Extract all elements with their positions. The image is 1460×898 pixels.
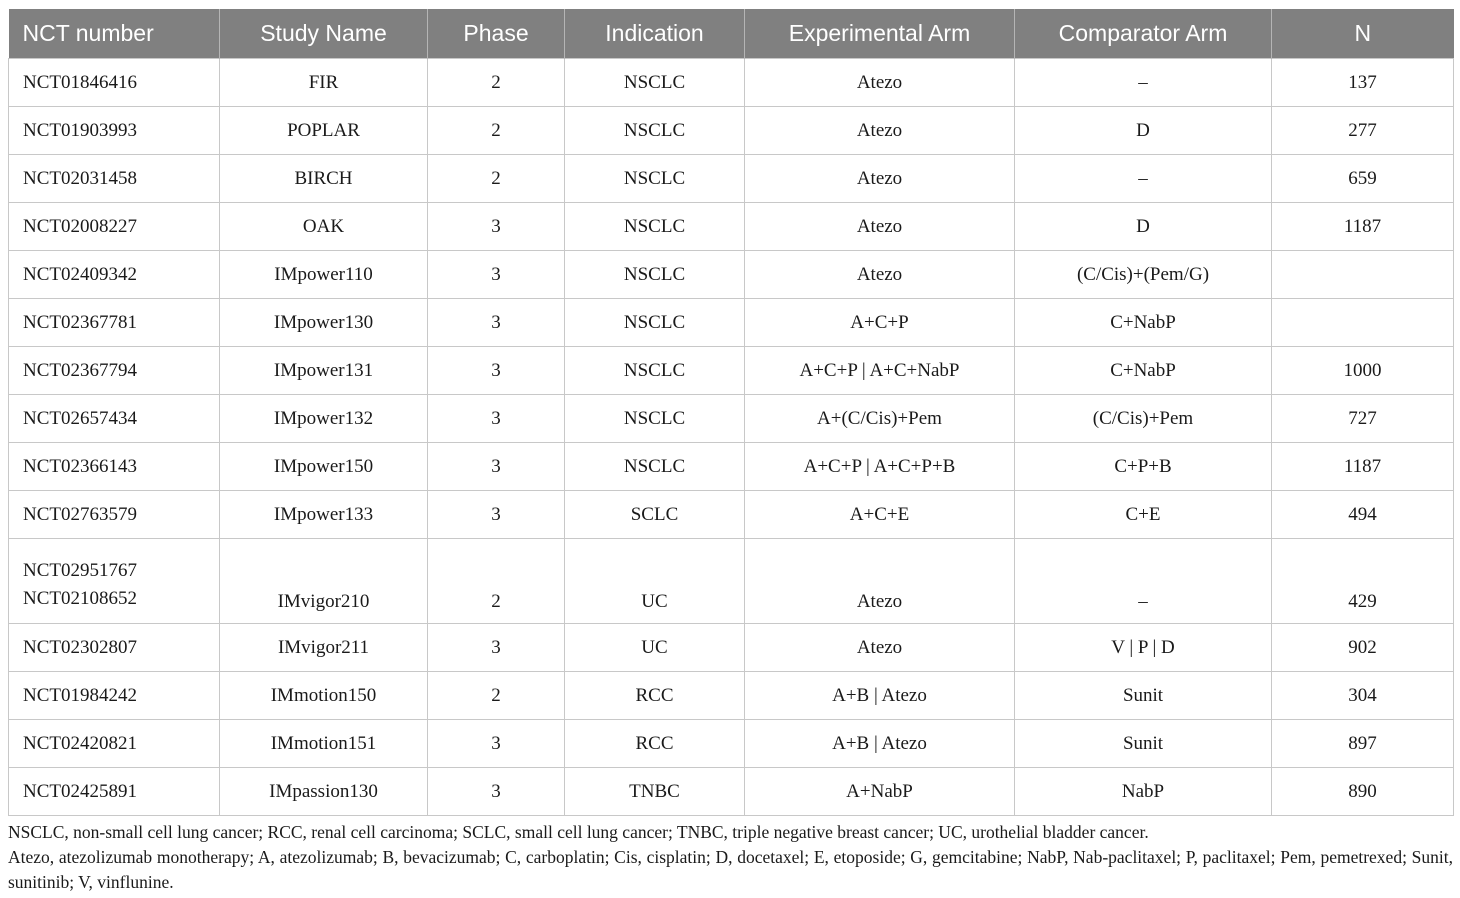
header-nct-number: NCT number (9, 9, 220, 59)
table-row (9, 107, 1454, 155)
table-row (9, 155, 1454, 203)
header-n: N (1272, 9, 1454, 59)
cell-comparator-arm: C+NabP (1015, 299, 1272, 347)
table-row (9, 203, 1454, 251)
cell-study-name: IMpower133 (220, 491, 428, 539)
cell-nct-number: NCT02425891 (9, 768, 220, 816)
footnote-indication-abbreviations: NSCLC, non-small cell lung cancer; RCC, renal cell carcinoma; SCLC, small cell lung cancer; TNBC, triple negative breast cancer; UC, urothelial bladder cancer. (8, 822, 1149, 842)
table-header-row (9, 9, 1454, 59)
cell-indication: UC (565, 624, 745, 672)
cell-phase: 3 (428, 624, 565, 672)
cell-n: 277 (1272, 107, 1454, 155)
cell-study-name: IMvigor211 (220, 624, 428, 672)
cell-study-name: FIR (220, 59, 428, 107)
cell-comparator-arm: D (1015, 203, 1272, 251)
table-row (9, 491, 1454, 539)
cell-nct-number: NCT02008227 (9, 203, 220, 251)
cell-phase: 3 (428, 251, 565, 299)
cell-phase: 3 (428, 443, 565, 491)
header-indication: Indication (565, 9, 745, 59)
cell-indication: NSCLC (565, 251, 745, 299)
cell-experimental-arm: Atezo (745, 59, 1015, 107)
cell-phase: 2 (428, 539, 565, 624)
cell-comparator-arm: – (1015, 59, 1272, 107)
cell-study-name: IMpower132 (220, 395, 428, 443)
cell-experimental-arm: Atezo (745, 539, 1015, 624)
cell-n: 897 (1272, 720, 1454, 768)
cell-n: 137 (1272, 59, 1454, 107)
cell-indication: RCC (565, 672, 745, 720)
cell-indication: NSCLC (565, 347, 745, 395)
cell-n (1272, 299, 1454, 347)
cell-phase: 2 (428, 59, 565, 107)
cell-experimental-arm: A+B | Atezo (745, 720, 1015, 768)
cell-n: 902 (1272, 624, 1454, 672)
table-row (9, 395, 1454, 443)
cell-phase: 2 (428, 155, 565, 203)
header-phase: Phase (428, 9, 565, 59)
cell-nct-number (9, 539, 220, 624)
cell-experimental-arm: A+(C/Cis)+Pem (745, 395, 1015, 443)
cell-n: 1187 (1272, 203, 1454, 251)
cell-indication: NSCLC (565, 155, 745, 203)
cell-nct-number-line: NCT02108652 (23, 588, 137, 609)
table-row (9, 299, 1454, 347)
table-row (9, 347, 1454, 395)
cell-n: 494 (1272, 491, 1454, 539)
table-row (9, 443, 1454, 491)
cell-n: 1000 (1272, 347, 1454, 395)
cell-comparator-arm: – (1015, 539, 1272, 624)
cell-experimental-arm: A+C+E (745, 491, 1015, 539)
header-experimental-arm: Experimental Arm (745, 9, 1015, 59)
table-row (9, 624, 1454, 672)
table-row (9, 251, 1454, 299)
table-footnotes (8, 820, 1453, 895)
cell-phase: 3 (428, 768, 565, 816)
cell-indication: SCLC (565, 491, 745, 539)
cell-indication: NSCLC (565, 203, 745, 251)
cell-indication: TNBC (565, 768, 745, 816)
cell-n: 659 (1272, 155, 1454, 203)
cell-indication: NSCLC (565, 395, 745, 443)
cell-study-name: IMpower131 (220, 347, 428, 395)
cell-n: 304 (1272, 672, 1454, 720)
table-row (9, 720, 1454, 768)
cell-phase: 2 (428, 672, 565, 720)
cell-experimental-arm: Atezo (745, 107, 1015, 155)
cell-n (1272, 251, 1454, 299)
cell-nct-number: NCT02657434 (9, 395, 220, 443)
cell-n: 727 (1272, 395, 1454, 443)
cell-phase: 2 (428, 107, 565, 155)
cell-nct-number: NCT02367794 (9, 347, 220, 395)
cell-indication: NSCLC (565, 299, 745, 347)
cell-experimental-arm: Atezo (745, 203, 1015, 251)
cell-experimental-arm: A+C+P (745, 299, 1015, 347)
cell-nct-number: NCT02420821 (9, 720, 220, 768)
cell-experimental-arm: A+C+P | A+C+P+B (745, 443, 1015, 491)
cell-comparator-arm: Sunit (1015, 672, 1272, 720)
cell-experimental-arm: Atezo (745, 155, 1015, 203)
cell-study-name: IMpassion130 (220, 768, 428, 816)
cell-phase: 3 (428, 299, 565, 347)
cell-phase: 3 (428, 720, 565, 768)
table-row (9, 672, 1454, 720)
cell-nct-number: NCT02763579 (9, 491, 220, 539)
cell-indication: RCC (565, 720, 745, 768)
cell-nct-number: NCT02366143 (9, 443, 220, 491)
table-row (9, 768, 1454, 816)
cell-nct-number: NCT01846416 (9, 59, 220, 107)
cell-nct-number-line: NCT02951767 (23, 560, 137, 581)
cell-study-name: IMpower110 (220, 251, 428, 299)
cell-study-name: IMvigor210 (220, 539, 428, 624)
cell-n: 429 (1272, 539, 1454, 624)
cell-comparator-arm: – (1015, 155, 1272, 203)
cell-phase: 3 (428, 491, 565, 539)
cell-phase: 3 (428, 203, 565, 251)
cell-study-name: POPLAR (220, 107, 428, 155)
cell-experimental-arm: A+C+P | A+C+NabP (745, 347, 1015, 395)
cell-study-name: OAK (220, 203, 428, 251)
cell-experimental-arm: Atezo (745, 624, 1015, 672)
cell-study-name: IMpower150 (220, 443, 428, 491)
cell-comparator-arm: D (1015, 107, 1272, 155)
footnote-drug-abbreviations: Atezo, atezolizumab monotherapy; A, atezolizumab; B, bevacizumab; C, carboplatin; Cis, cisplatin; D, docetaxel; E, etoposide; G, gemcitabine; NabP, Nab-paclitaxel; P, paclitaxel; Pem, pemetrexed; Sunit, sunitinib; V, vinflunine. (8, 847, 1453, 892)
cell-nct-number: NCT01984242 (9, 672, 220, 720)
table-row (9, 539, 1454, 624)
cell-nct-number: NCT01903993 (9, 107, 220, 155)
cell-study-name: IMpower130 (220, 299, 428, 347)
cell-n: 1187 (1272, 443, 1454, 491)
trials-table (8, 9, 1454, 816)
cell-indication: NSCLC (565, 443, 745, 491)
cell-comparator-arm: C+NabP (1015, 347, 1272, 395)
cell-nct-number: NCT02031458 (9, 155, 220, 203)
cell-indication: NSCLC (565, 59, 745, 107)
cell-experimental-arm: Atezo (745, 251, 1015, 299)
cell-study-name: BIRCH (220, 155, 428, 203)
cell-indication: UC (565, 539, 745, 624)
cell-phase: 3 (428, 395, 565, 443)
cell-nct-number: NCT02409342 (9, 251, 220, 299)
cell-indication: NSCLC (565, 107, 745, 155)
cell-nct-number: NCT02302807 (9, 624, 220, 672)
cell-comparator-arm: C+P+B (1015, 443, 1272, 491)
cell-phase: 3 (428, 347, 565, 395)
cell-comparator-arm: C+E (1015, 491, 1272, 539)
cell-nct-number: NCT02367781 (9, 299, 220, 347)
header-study-name: Study Name (220, 9, 428, 59)
cell-n: 890 (1272, 768, 1454, 816)
cell-study-name: IMmotion150 (220, 672, 428, 720)
trials-table-container (8, 9, 1453, 816)
cell-study-name: IMmotion151 (220, 720, 428, 768)
cell-comparator-arm: V | P | D (1015, 624, 1272, 672)
cell-comparator-arm: (C/Cis)+Pem (1015, 395, 1272, 443)
table-row (9, 59, 1454, 107)
header-comparator-arm: Comparator Arm (1015, 9, 1272, 59)
cell-comparator-arm: (C/Cis)+(Pem/G) (1015, 251, 1272, 299)
cell-comparator-arm: NabP (1015, 768, 1272, 816)
cell-experimental-arm: A+NabP (745, 768, 1015, 816)
cell-comparator-arm: Sunit (1015, 720, 1272, 768)
cell-experimental-arm: A+B | Atezo (745, 672, 1015, 720)
